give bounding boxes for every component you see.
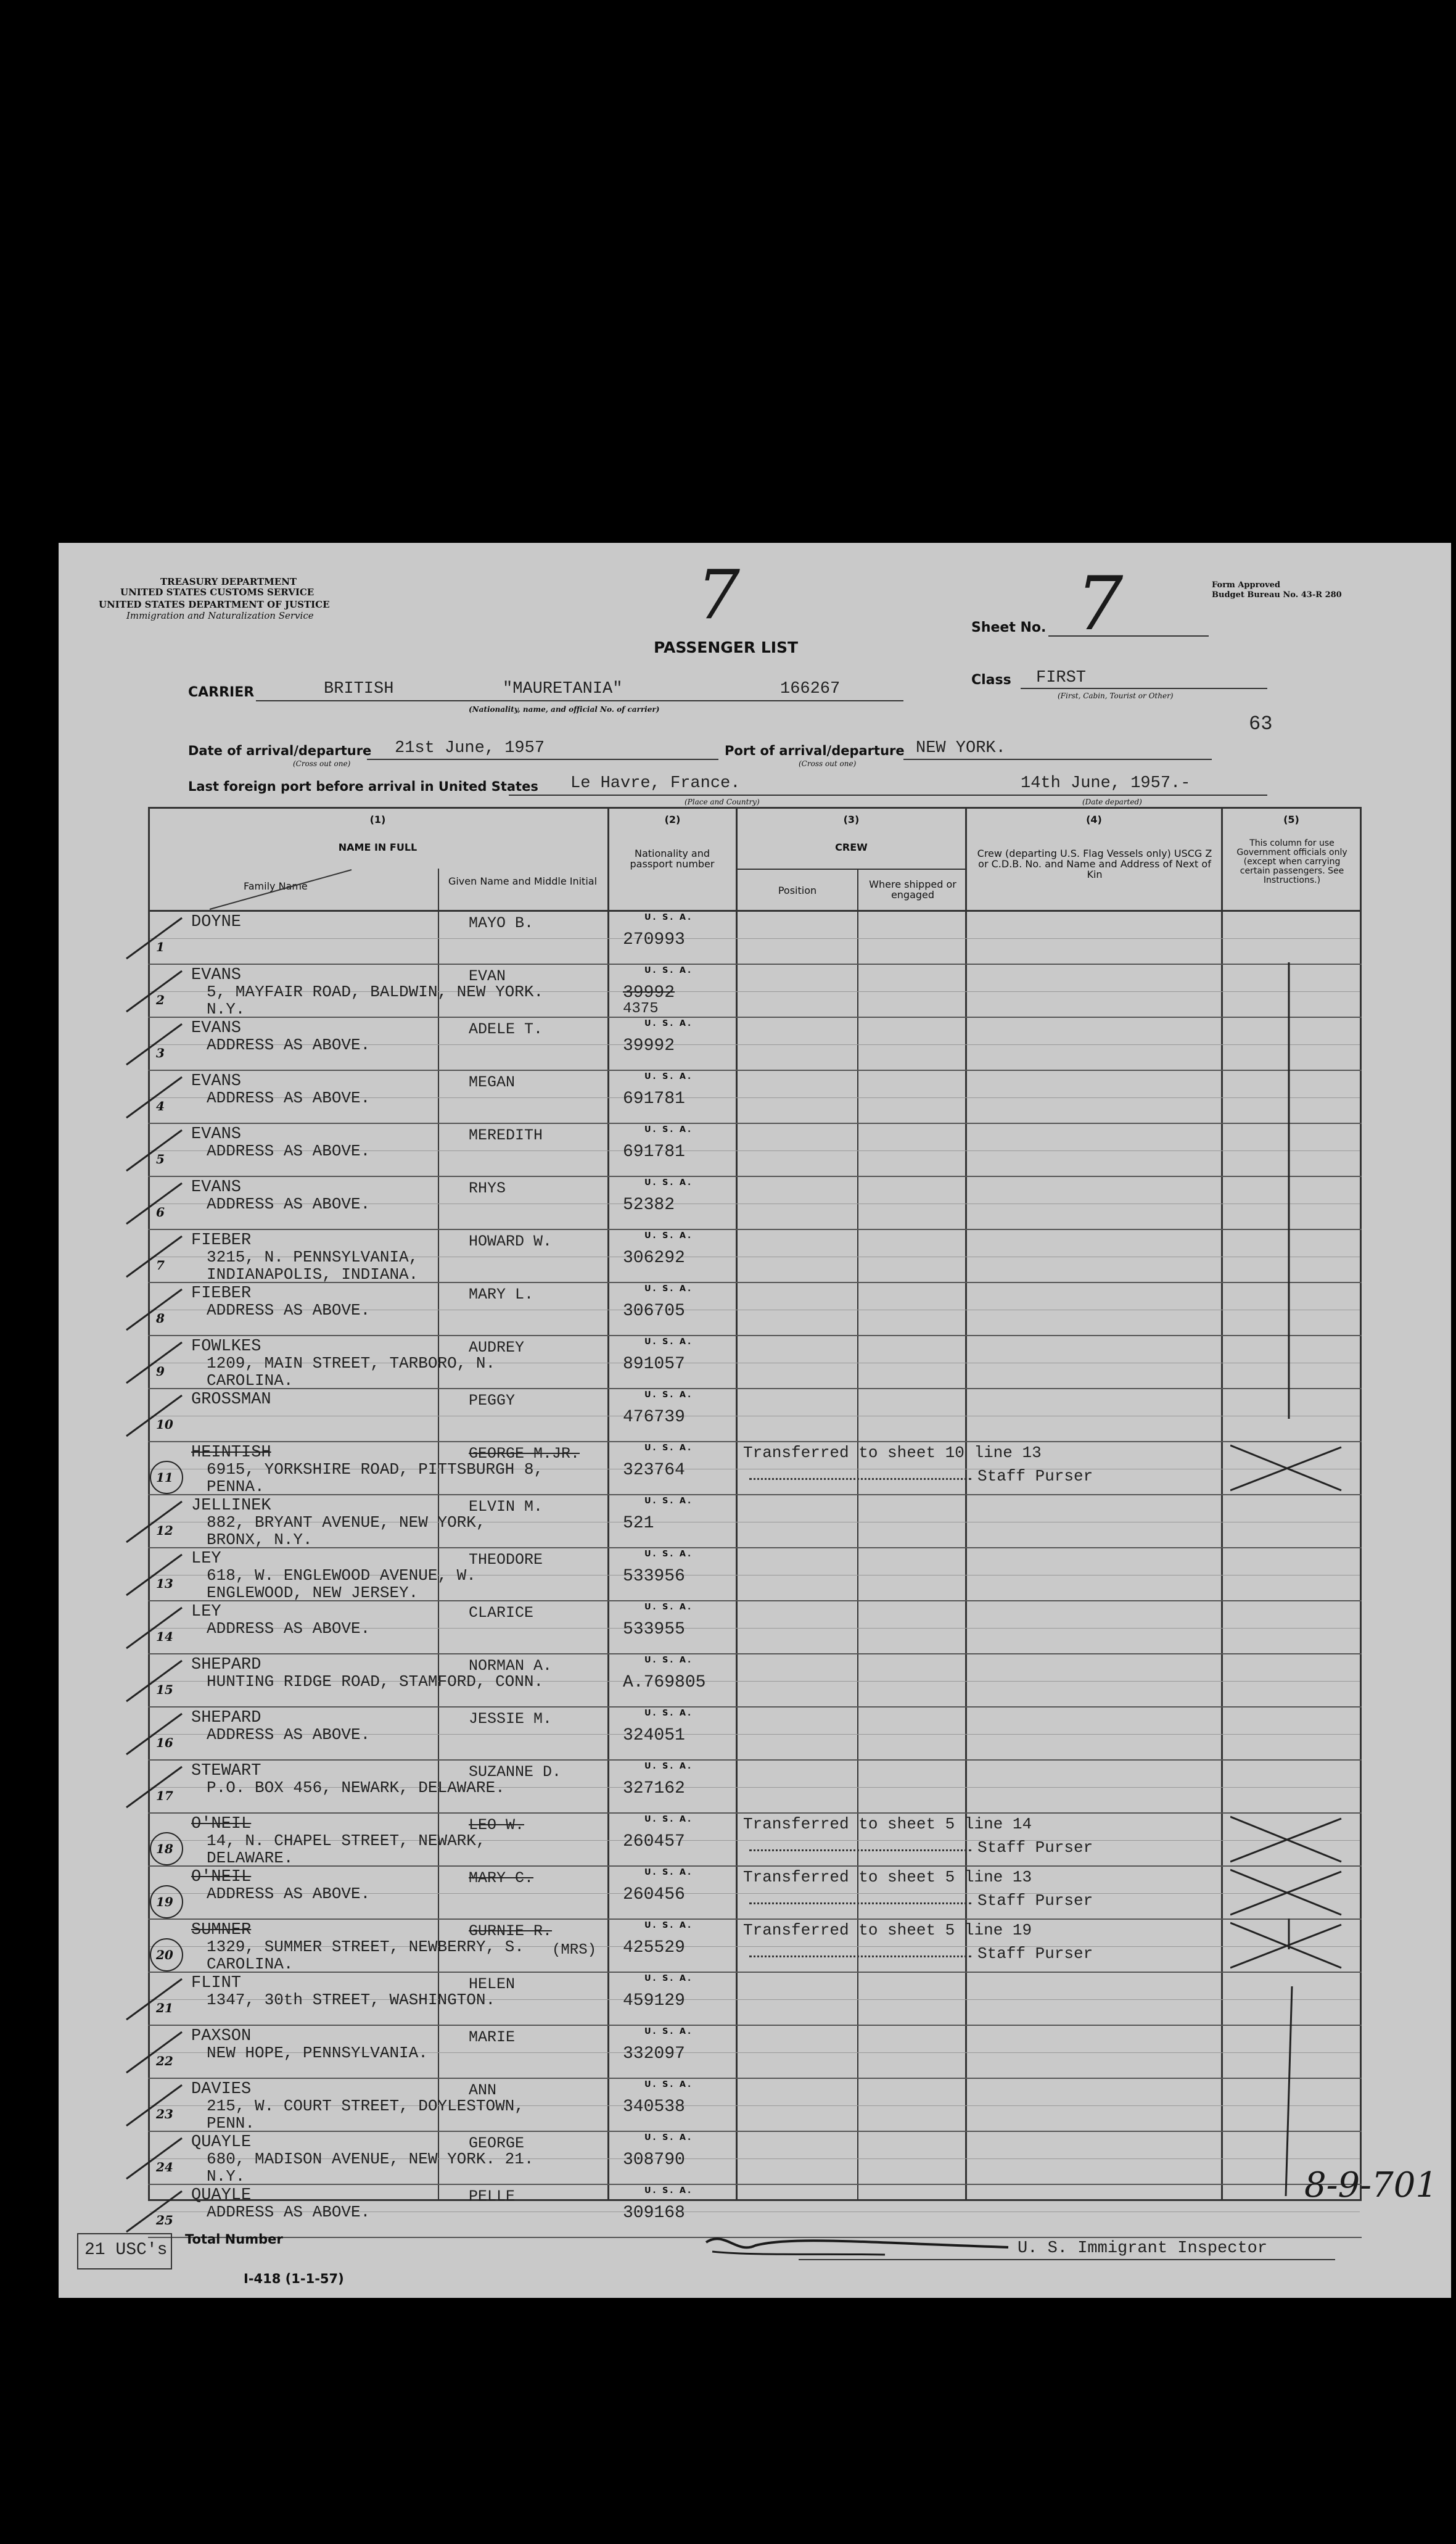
family-name: HEINTISH (191, 1443, 271, 1462)
class-hint: (First, Cabin, Tourist or Other) (1058, 692, 1174, 700)
handwritten-total: 8-9-701 (1304, 2165, 1437, 2205)
address: 1329, SUMMER STREET, NEWBERRY, S. CAROLINA. (207, 1938, 524, 1973)
passport-number: A.769805 (623, 1673, 706, 1692)
passenger-list-sheet (59, 543, 1451, 2298)
table-row (59, 1548, 1415, 1601)
row-number-circle (150, 1461, 183, 1494)
given-name: EVAN (469, 967, 506, 985)
given-name: ELVIN M. (469, 1498, 543, 1516)
family-name: DAVIES (191, 2080, 252, 2099)
address: HUNTING RIDGE ROAD, STAMFORD, CONN. (207, 1672, 544, 1691)
given-name: THEODORE (469, 1551, 543, 1569)
passport-number: 39992 (623, 983, 675, 1002)
signature-dots (749, 1849, 971, 1851)
check-mark (120, 1018, 188, 1071)
row-number: 21 (156, 2001, 173, 2015)
official-check-line (1277, 913, 1314, 2208)
row-number: 1 (156, 940, 165, 954)
given-name: MEGAN (469, 1073, 516, 1091)
family-name: EVANS (191, 1019, 242, 1038)
given-name: SUZANNE D. (469, 1763, 562, 1781)
address: ADDRESS AS ABOVE. (207, 1301, 371, 1319)
given-name: NORMAN A. (469, 1657, 553, 1675)
table-row (59, 1495, 1415, 1548)
col1-num: (1) (369, 814, 386, 825)
row-number: 18 (156, 1841, 173, 1856)
row-number: 13 (156, 1576, 173, 1591)
address: 618, W. ENGLEWOOD AVENUE, W. ENGLEWOOD, NEW JERSEY. (207, 1566, 476, 1602)
check-mark (120, 965, 188, 1018)
family-name: LEY (191, 1550, 221, 1568)
check-mark (120, 1495, 188, 1548)
row-number: 9 (156, 1364, 165, 1379)
passport-number: 691781 (623, 1142, 685, 1162)
check-mark (120, 1973, 188, 2026)
address: P.O. BOX 456, NEWARK, DELAWARE. (207, 1778, 505, 1797)
nationality-label: U. S. A. (644, 1550, 693, 1559)
row-number: 25 (156, 2213, 173, 2228)
table-row (59, 1442, 1415, 1495)
check-mark (120, 2185, 188, 2238)
port-hint: (Cross out one) (799, 759, 857, 768)
nationality-label: U. S. A. (644, 1603, 693, 1612)
col2-num: (2) (664, 814, 681, 825)
row-number: 23 (156, 2107, 173, 2121)
nationality-label: U. S. A. (644, 913, 693, 922)
nationality-label: U. S. A. (644, 2186, 693, 2195)
given-name: JESSIE M. (469, 1710, 553, 1728)
passport-number: 691781 (623, 1089, 685, 1109)
check-mark (120, 1336, 188, 1389)
address: ADDRESS AS ABOVE. (207, 1619, 371, 1638)
departed-value: 14th June, 1957.- (1021, 774, 1191, 793)
given-name: MAYO B. (469, 914, 534, 932)
check-mark (120, 2079, 188, 2132)
class-value: FIRST (1036, 669, 1087, 687)
nationality-label: U. S. A. (644, 1974, 693, 1983)
usc-box-text: 21 USC's (84, 2240, 168, 2260)
nationality-label: U. S. A. (644, 1656, 693, 1665)
page-title: PASSENGER LIST (654, 638, 799, 656)
nationality-label: U. S. A. (644, 1497, 693, 1506)
given-name: GURNIE R. (469, 1922, 553, 1940)
nationality-label: U. S. A. (644, 1709, 693, 1718)
col3-title: CREW (835, 841, 868, 853)
passport-number: 533955 (623, 1620, 685, 1639)
check-mark (120, 1230, 188, 1283)
handwritten-sheet-mark: 7 (697, 555, 740, 634)
given-name: ADELE T. (469, 1020, 543, 1038)
passport-number: 459129 (623, 1991, 685, 2010)
passport-number: 39992 (623, 1036, 675, 1055)
table-row (59, 1920, 1415, 1973)
family-name: QUAYLE (191, 2186, 252, 2205)
family-name: FOWLKES (191, 1337, 261, 1356)
check-mark (120, 1177, 188, 1230)
passport-number: 891057 (623, 1355, 685, 1374)
table-row (59, 1389, 1415, 1442)
given-name: GEORGE M.JR. (469, 1445, 580, 1463)
row-number: 17 (156, 1788, 173, 1803)
passport-number: 306705 (623, 1302, 685, 1321)
arrival-hint: (Cross out one) (293, 759, 351, 768)
family-name: FLINT (191, 1974, 242, 1993)
table-row (59, 1283, 1415, 1336)
given-name: HOWARD W. (469, 1233, 553, 1250)
nationality-label: U. S. A. (644, 1072, 693, 1081)
address: 882, BRYANT AVENUE, NEW YORK, BRONX, N.Y. (207, 1513, 486, 1549)
usc-box (77, 2233, 172, 2269)
nationality-label: U. S. A. (644, 2080, 693, 2089)
given-name: MARY C. (469, 1869, 534, 1887)
col5-title: This column for use Government officials only (except when carrying certain passengers. See Instructions.) (1236, 838, 1347, 885)
row-number: 22 (156, 2054, 173, 2068)
carrier-hint: (Nationality, name, and official No. of carrier) (469, 705, 660, 714)
given-name: CLARICE (469, 1604, 534, 1622)
table-row (59, 2026, 1415, 2079)
family-name: SHEPARD (191, 1709, 261, 1727)
sheet-no-label: Sheet No. (971, 620, 1047, 635)
given-suffix: (MRS) (552, 1942, 597, 1959)
table-row (59, 2079, 1415, 2132)
row-number: 16 (156, 1735, 173, 1750)
address: ADDRESS AS ABOVE. (207, 1195, 371, 1213)
table-row (59, 1336, 1415, 1389)
family-name: EVANS (191, 966, 242, 985)
family-name: QUAYLE (191, 2133, 252, 2152)
foreign-port-hint: (Place and Country) (685, 798, 760, 806)
family-name: EVANS (191, 1178, 242, 1197)
passport-number: 332097 (623, 2044, 685, 2063)
address: 14, N. CHAPEL STREET, NEWARK, DELAWARE. (207, 1832, 486, 1867)
row-number: 6 (156, 1205, 165, 1220)
address: 5, MAYFAIR ROAD, BALDWIN, NEW YORK. N.Y. (207, 983, 544, 1018)
table-row (59, 1018, 1415, 1071)
family-name: SUMNER (191, 1921, 252, 1939)
nationality-label: U. S. A. (644, 1815, 693, 1824)
table-row (59, 1761, 1415, 1814)
row-number: 15 (156, 1682, 173, 1697)
passport-number: 533956 (623, 1567, 685, 1586)
family-name: LEY (191, 1603, 221, 1621)
transfer-note: Transferred to sheet 10 line 13 (743, 1443, 1042, 1462)
sheet-number: 7 (1076, 561, 1124, 647)
staff-purser-label: Staff Purser (977, 1838, 1093, 1857)
check-mark (120, 1548, 188, 1601)
row-number: 4 (156, 1099, 165, 1113)
family-name: DOYNE (191, 913, 242, 931)
foreign-port-value: Le Havre, France. (570, 774, 741, 793)
dept-line-4: Immigration and Naturalization Service (126, 610, 314, 621)
row-number: 2 (156, 993, 165, 1007)
signature-dots (749, 1478, 971, 1480)
given-name: AUDREY (469, 1339, 525, 1357)
transfer-note: Transferred to sheet 5 line 14 (743, 1815, 1032, 1833)
signature-dots (749, 1902, 971, 1904)
given-name: PELLE (469, 2187, 516, 2205)
address: NEW HOPE, PENNSYLVANIA. (207, 2044, 428, 2062)
nationality-label: U. S. A. (644, 1337, 693, 1347)
passport-number: 327162 (623, 1779, 685, 1798)
given-name: RHYS (469, 1179, 506, 1197)
port-label: Port of arrival/departure (725, 743, 905, 758)
passport-number: 521 (623, 1514, 654, 1533)
staff-purser-label: Staff Purser (977, 1467, 1093, 1485)
table-row (59, 1230, 1415, 1283)
check-mark (120, 1389, 188, 1442)
family-name: SHEPARD (191, 1656, 261, 1674)
passport-number: 323764 (623, 1461, 685, 1480)
dept-line-2: UNITED STATES CUSTOMS SERVICE (120, 587, 315, 598)
passport-number-corrected: 4375 (623, 1001, 659, 1017)
given-name: LEO W. (469, 1816, 525, 1834)
total-label: Total Number (185, 2232, 283, 2247)
row-number-circle (150, 1832, 183, 1865)
nationality-label: U. S. A. (644, 1125, 693, 1134)
passport-number: 52382 (623, 1196, 675, 1215)
table-row (59, 1867, 1415, 1920)
address: 3215, N. PENNSYLVANIA, INDIANAPOLIS, INDIANA. (207, 1248, 419, 1284)
staff-purser-label: Staff Purser (977, 1891, 1093, 1910)
address: 215, W. COURT STREET, DOYLESTOWN, PENN. (207, 2097, 524, 2133)
form-approved: Form Approved (1212, 580, 1281, 590)
address: ADDRESS AS ABOVE. (207, 1725, 371, 1744)
family-name: O'NEIL (191, 1815, 252, 1833)
check-mark (120, 1761, 188, 1814)
table-row (59, 912, 1415, 965)
passport-number: 270993 (623, 930, 685, 949)
carrier-name: "MAURETANIA" (503, 680, 623, 698)
given-name: GEORGE (469, 2134, 525, 2152)
col5-num: (5) (1283, 814, 1299, 825)
family-name: JELLINEK (191, 1497, 271, 1515)
transfer-note: Transferred to sheet 5 line 19 (743, 1921, 1032, 1939)
class-label: Class (971, 672, 1011, 688)
family-name: GROSSMAN (191, 1390, 271, 1409)
check-mark (120, 1708, 188, 1761)
family-name: STEWART (191, 1762, 261, 1780)
address: ADDRESS AS ABOVE. (207, 1036, 371, 1054)
arrival-date: 21st June, 1957 (395, 739, 545, 758)
col1-family: Family Name (244, 880, 308, 892)
check-mark (120, 2132, 188, 2185)
family-name: PAXSON (191, 2027, 252, 2046)
inspector-label: U. S. Immigrant Inspector (1018, 2239, 1268, 2258)
row-number: 11 (156, 1470, 173, 1485)
transfer-note: Transferred to sheet 5 line 13 (743, 1868, 1032, 1886)
passport-number: 476739 (623, 1408, 685, 1427)
carrier-nationality: BRITISH (324, 680, 394, 698)
address: 1347, 30th STREET, WASHINGTON. (207, 1991, 496, 2009)
row-number-circle (150, 1885, 183, 1918)
address: ADDRESS AS ABOVE. (207, 1089, 371, 1107)
port-value: NEW YORK. (916, 739, 1006, 758)
arrival-label: Date of arrival/departure (188, 743, 372, 758)
col3-num: (3) (843, 814, 860, 825)
row-number-circle (150, 1938, 183, 1972)
signature-dots (749, 1955, 971, 1957)
address: ADDRESS AS ABOVE. (207, 2203, 371, 2221)
table-row (59, 1177, 1415, 1230)
form-number: I-418 (1-1-57) (244, 2271, 344, 2286)
given-name: MARY L. (469, 1286, 534, 1303)
table-row (59, 1071, 1415, 1124)
check-mark (120, 1283, 188, 1336)
table-row (59, 965, 1415, 1018)
budget-bureau: Budget Bureau No. 43-R 280 (1212, 590, 1342, 600)
col4-num: (4) (1086, 814, 1102, 825)
given-name: MEREDITH (469, 1126, 543, 1144)
table-row (59, 1973, 1415, 2026)
passport-number: 324051 (623, 1726, 685, 1745)
row-number: 14 (156, 1629, 173, 1644)
nationality-label: U. S. A. (644, 1443, 693, 1453)
table-row (59, 1601, 1415, 1654)
nationality-label: U. S. A. (644, 2133, 693, 2142)
check-mark (120, 1601, 188, 1654)
given-name: ANN (469, 2081, 497, 2099)
inspector-signature (700, 2224, 1014, 2267)
departed-hint: (Date departed) (1082, 798, 1142, 806)
check-mark (120, 1071, 188, 1124)
corner-number: 63 (1249, 712, 1273, 735)
passport-number: 260456 (623, 1885, 685, 1904)
row-number: 10 (156, 1417, 173, 1432)
carrier-label: CARRIER (188, 685, 255, 700)
staff-purser-label: Staff Purser (977, 1944, 1093, 1963)
nationality-label: U. S. A. (644, 1390, 693, 1400)
family-name: FIEBER (191, 1284, 252, 1303)
row-number: 8 (156, 1311, 165, 1326)
nationality-label: U. S. A. (644, 1231, 693, 1241)
passport-number: 306292 (623, 1249, 685, 1268)
dept-line-1: TREASURY DEPARTMENT (160, 576, 297, 587)
col4-title: Crew (departing U.S. Flag Vessels only) USCG Z or C.D.B. No. and Name and Address of Next of Kin (977, 848, 1212, 880)
nationality-label: U. S. A. (644, 2027, 693, 2036)
passport-number: 260457 (623, 1832, 685, 1851)
table-row (59, 1124, 1415, 1177)
nationality-label: U. S. A. (644, 1019, 693, 1028)
table-row (59, 2132, 1415, 2185)
address: 1209, MAIN STREET, TARBORO, N. CAROLINA. (207, 1354, 496, 1390)
col1-title: NAME IN FULL (338, 841, 417, 853)
header-diagonal (148, 869, 438, 911)
col3-position: Position (778, 885, 817, 896)
col2-title: Nationality and passport number (630, 848, 715, 870)
given-name: PEGGY (469, 1392, 516, 1410)
check-mark (120, 1654, 188, 1708)
nationality-label: U. S. A. (644, 1284, 693, 1294)
col1-given: Given Name and Middle Initial (448, 875, 598, 887)
passport-number: 340538 (623, 2097, 685, 2117)
foreign-port-label: Last foreign port before arrival in United States (188, 779, 538, 794)
nationality-label: U. S. A. (644, 966, 693, 975)
table-row (59, 1654, 1415, 1708)
check-mark (120, 1124, 188, 1177)
check-mark (120, 2026, 188, 2079)
passport-number: 308790 (623, 2150, 685, 2170)
nationality-label: U. S. A. (644, 1921, 693, 1930)
family-name: EVANS (191, 1125, 242, 1144)
carrier-number: 166267 (780, 680, 841, 698)
table-row (59, 1708, 1415, 1761)
row-number: 5 (156, 1152, 165, 1167)
row-number: 12 (156, 1523, 173, 1538)
row-number: 7 (156, 1258, 165, 1273)
row-number: 24 (156, 2160, 173, 2174)
row-number: 20 (156, 1947, 173, 1962)
address: 680, MADISON AVENUE, NEW YORK. 21. N.Y. (207, 2150, 534, 2186)
dept-line-3: UNITED STATES DEPARTMENT OF JUSTICE (99, 599, 330, 610)
check-mark (120, 912, 188, 965)
family-name: FIEBER (191, 1231, 252, 1250)
given-name: HELEN (469, 1975, 516, 1993)
row-number: 3 (156, 1046, 165, 1060)
col3-where: Where shipped or engaged (869, 878, 956, 901)
nationality-label: U. S. A. (644, 1178, 693, 1187)
nationality-label: U. S. A. (644, 1762, 693, 1771)
nationality-label: U. S. A. (644, 1868, 693, 1877)
table-row (59, 1814, 1415, 1867)
address: 6915, YORKSHIRE ROAD, PITTSBURGH 8, PENNA. (207, 1460, 544, 1496)
address: ADDRESS AS ABOVE. (207, 1142, 371, 1160)
passport-number: 309168 (623, 2203, 685, 2223)
given-name: MARIE (469, 2028, 516, 2046)
family-name: O'NEIL (191, 1868, 252, 1886)
passport-number: 425529 (623, 1938, 685, 1957)
address: ADDRESS AS ABOVE. (207, 1885, 371, 1903)
row-number: 19 (156, 1894, 173, 1909)
family-name: EVANS (191, 1072, 242, 1091)
